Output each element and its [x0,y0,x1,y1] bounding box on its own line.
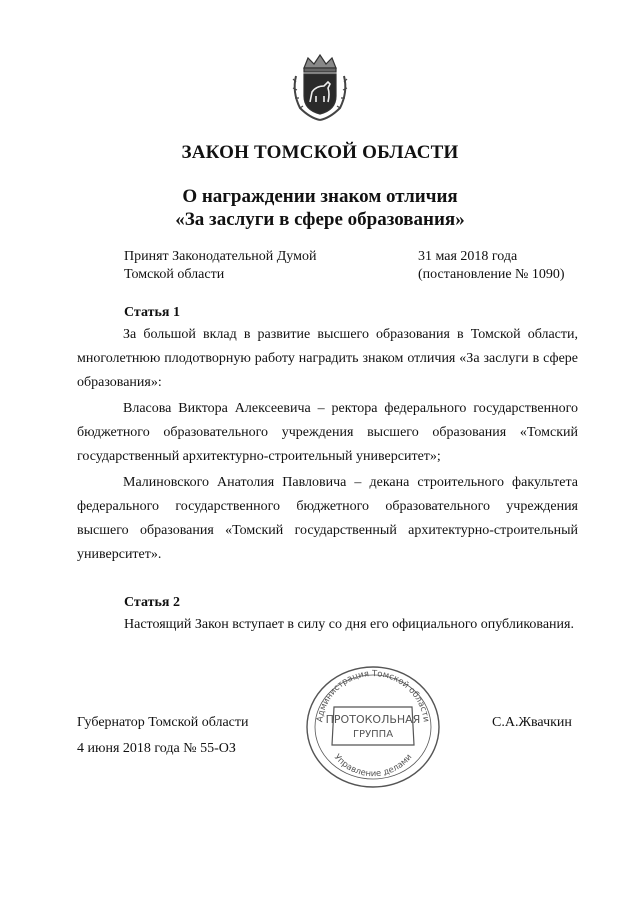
law-title: ЗАКОН ТОМСКОЙ ОБЛАСТИ [181,142,459,163]
adoption-date [418,248,565,284]
adoption-body [124,248,316,284]
stamp-outer-top: Администрация Томской области [315,668,431,723]
article2-heading: Статья 2 [124,595,180,610]
law-subtitle-line1: О награждении знаком отличия [182,186,458,207]
stamp-center-line1: ПРОТОКОЛЬНАЯ [325,713,421,726]
law-subtitle [0,185,640,231]
article2-text: Настоящий Закон вступает в силу со дня его официального опубликования. [124,617,574,632]
signature-name: С.А.Жвачкин [492,715,572,730]
official-stamp [302,663,444,791]
adoption-body-line2: Томской области [124,267,225,282]
article1-person1: Власова Виктора Алексеевича – ректора федерального государственного бюджетного образовательного учреждения высшего образования «Томский государственный архитектурно-строительный университет»; [77,401,578,464]
article1-person2: Малиновского Анатолия Павловича – декана строительного факультета федерального государственного бюджетного образовательного учреждения высшего образования «Томский государственный архитектурно-строительный университет». [77,475,578,562]
signature-position: Губернатор Томской области [77,715,249,730]
adoption-body-line1: Принят Законодательной Думой [124,249,317,264]
article1-intro: За большой вклад в развитие высшего образования в Томской области, многолетнюю плодотворную работу наградить знаком отличия «За заслуги в сфере образования»: [77,327,578,390]
article1-heading: Статья 1 [124,305,180,320]
law-subtitle-line2: «За заслуги в сфере образования» [175,209,465,230]
stamp-center-line2: ГРУППА [352,729,394,740]
adoption-date-line1: 31 мая 2018 года [418,249,518,264]
signature-date-number: 4 июня 2018 года № 55-ОЗ [77,741,236,756]
coat-of-arms-icon [290,52,350,122]
stamp-outer-bottom: Управление делами [331,752,415,780]
adoption-date-line2: (постановление № 1090) [418,267,565,282]
